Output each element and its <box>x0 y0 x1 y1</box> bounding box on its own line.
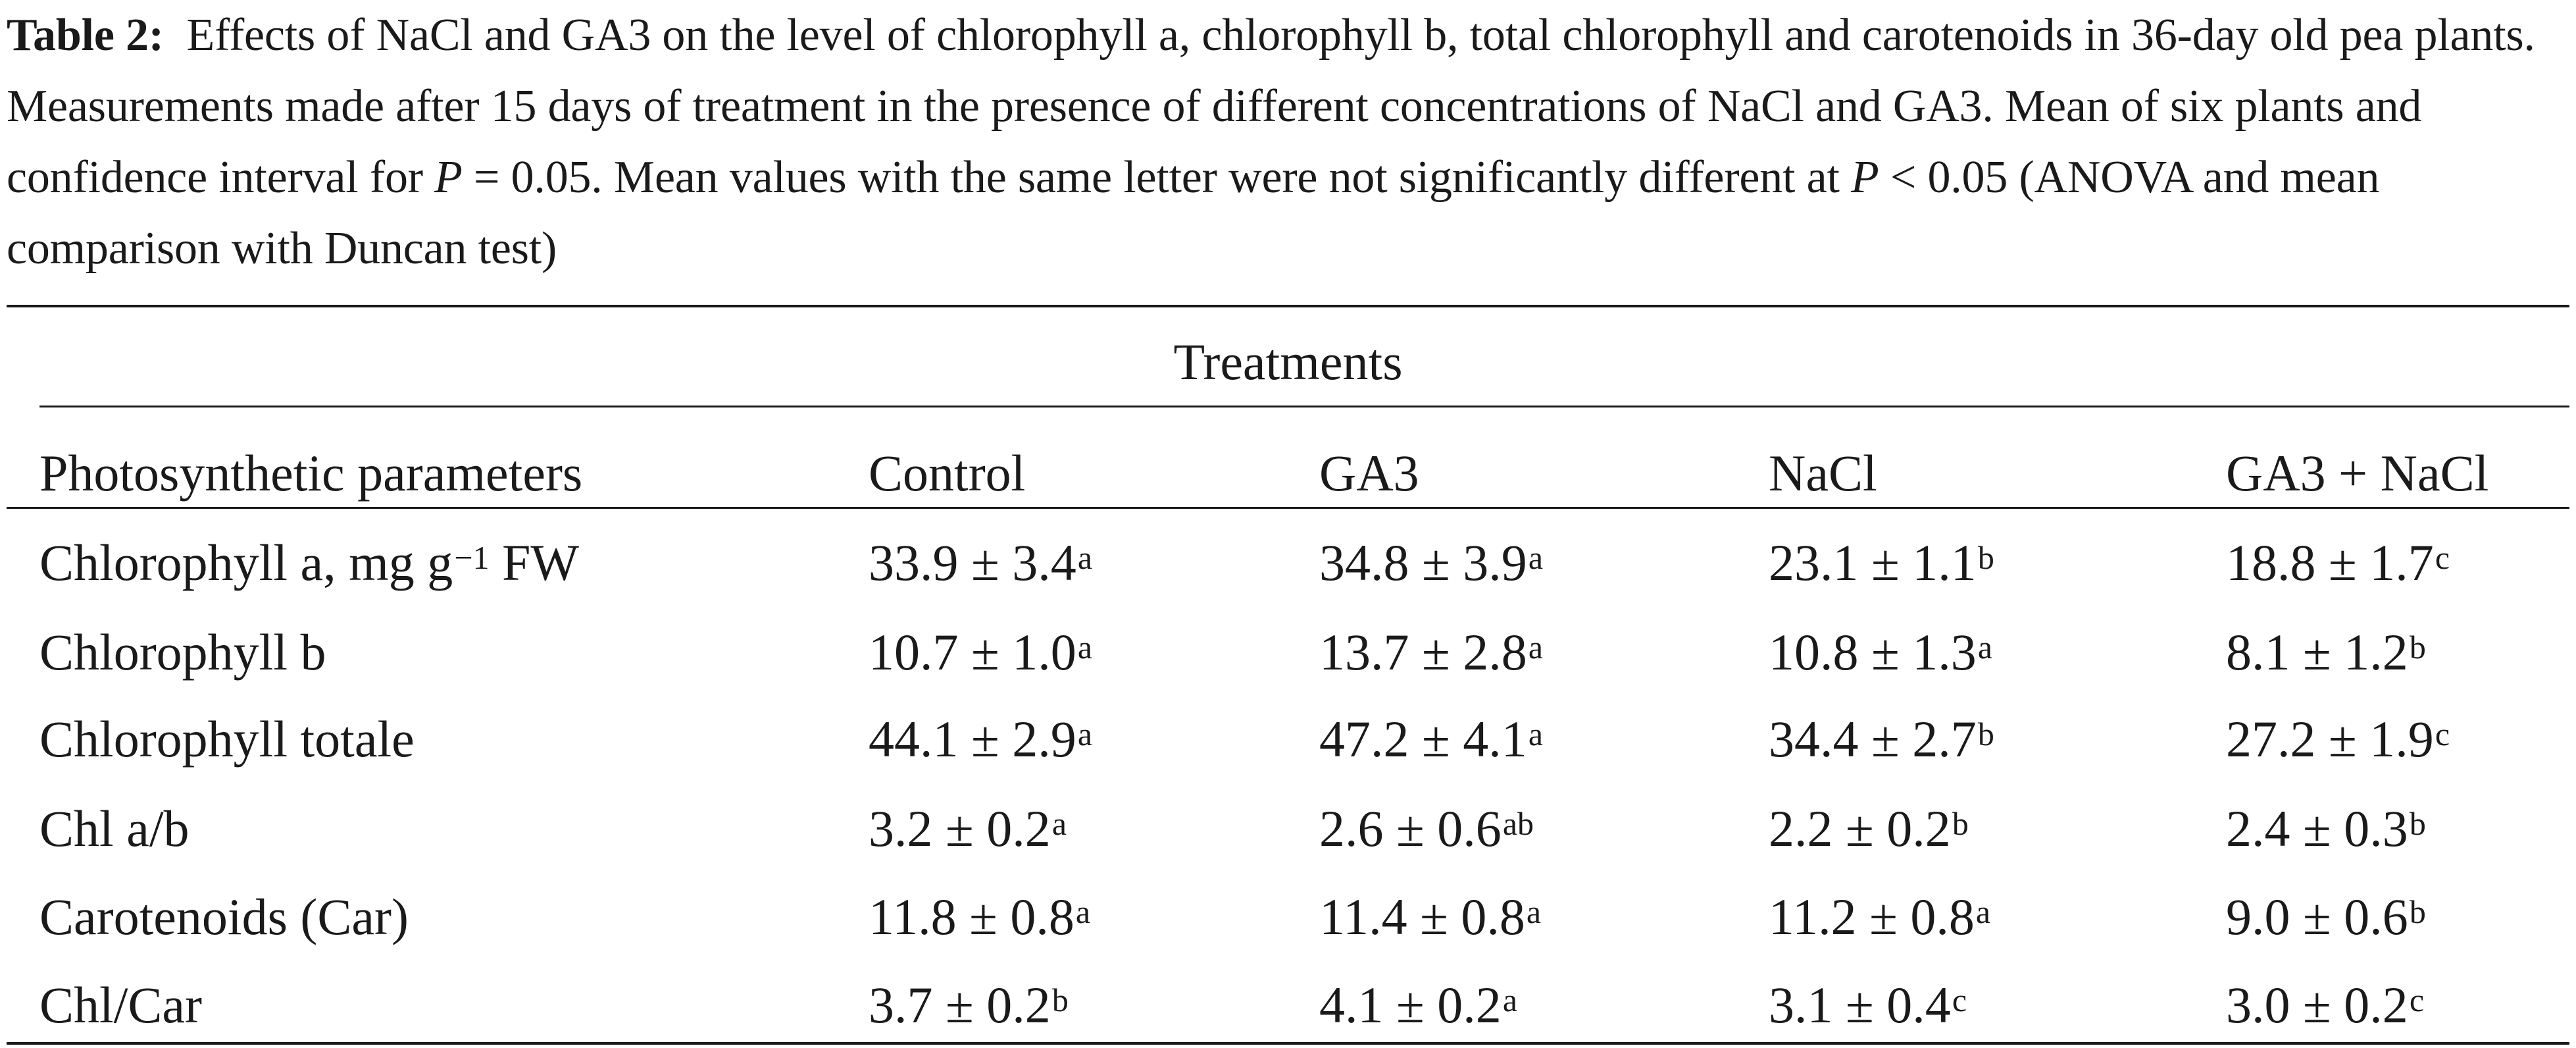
cell-value: 9.0 ± 0.6 <box>2226 888 2408 945</box>
table-cell <box>1769 534 1994 591</box>
table-cell <box>2226 976 2425 1034</box>
table-cell <box>869 976 1069 1034</box>
table-cell <box>2226 534 2450 591</box>
cell-value: 3.2 ± 0.2 <box>869 800 1051 857</box>
caption-p-symbol-2: P <box>1851 152 1879 203</box>
header-rule <box>7 507 2569 509</box>
significance-letter: c <box>1952 981 1967 1018</box>
table-cell <box>2226 800 2426 857</box>
column-header: Photosynthetic parameters <box>39 444 583 502</box>
cell-value: 2.2 ± 0.2 <box>1769 800 1951 857</box>
cell-value: 8.1 ± 1.2 <box>2226 623 2408 681</box>
caption-text-3: < 0.05 (ANOVA and mean comparison with Duncan test) <box>7 152 2380 274</box>
parameter-name: Chlorophyll totale <box>39 710 415 768</box>
cell-value: 44.1 ± 2.9 <box>869 710 1076 768</box>
column-header: Control <box>869 444 1026 502</box>
significance-letter: a <box>1075 893 1091 930</box>
cell-value: 3.0 ± 0.2 <box>2226 976 2408 1034</box>
column-header: GA3 <box>1319 444 1419 502</box>
table-cell <box>1319 888 1542 945</box>
parameter-unit-tail: FW <box>489 534 580 591</box>
table-cell <box>2226 710 2450 768</box>
significance-letter: a <box>1528 538 1544 576</box>
table-cell <box>869 623 1093 681</box>
treatments-group-header: Treatments <box>1173 333 1403 390</box>
table-cell <box>1319 710 1544 768</box>
row-parameter-label <box>39 623 326 681</box>
significance-letter: b <box>1051 981 1069 1018</box>
table-cell <box>2226 888 2426 945</box>
row-parameter-label <box>39 710 415 768</box>
table-top-rule <box>7 305 2569 307</box>
table-cell <box>1769 710 1994 768</box>
significance-letter: a <box>1526 893 1542 930</box>
table-cell <box>1319 976 1518 1034</box>
significance-letter: b <box>2409 893 2426 930</box>
table-cell <box>1769 623 1993 681</box>
caption-text-2: = 0.05. Mean values with the same letter were not significantly different at <box>462 152 1851 203</box>
significance-letter: a <box>1528 628 1544 666</box>
significance-letter: c <box>2435 538 2450 576</box>
table-cell <box>1319 623 1544 681</box>
column-header: NaCl <box>1769 444 1877 502</box>
caption-p-symbol-1: P <box>434 152 463 203</box>
table-cell <box>869 888 1091 945</box>
caption-text-1: Effects of NaCl and GA3 on the level of chlorophyll a, chlorophyll b, total chlorophyll and carotenoids in 36-day old pea plants. Measurements made after 15 days of treatment in the presence of different concentrations of NaCl and GA3. Mean of six plants and confidence interval for <box>7 10 2535 203</box>
cell-value: 27.2 ± 1.9 <box>2226 710 2434 768</box>
cell-value: 11.4 ± 0.8 <box>1319 888 1525 945</box>
table-cell <box>1769 800 1969 857</box>
table-bottom-rule <box>7 1042 2569 1045</box>
cell-value: 13.7 ± 2.8 <box>1319 623 1527 681</box>
table-cell <box>869 710 1093 768</box>
cell-value: 34.4 ± 2.7 <box>1769 710 1977 768</box>
cell-value: 2.4 ± 0.3 <box>2226 800 2408 857</box>
parameter-name: Chl/Car <box>39 976 202 1034</box>
row-parameter-label <box>39 534 580 591</box>
column-header: GA3 + NaCl <box>2226 444 2489 502</box>
cell-value: 10.8 ± 1.3 <box>1769 623 1977 681</box>
row-parameter-label <box>39 888 409 945</box>
cell-value: 3.7 ± 0.2 <box>869 976 1051 1034</box>
significance-letter: b <box>1952 804 1969 842</box>
cell-value: 11.8 ± 0.8 <box>869 888 1074 945</box>
significance-letter: c <box>2409 981 2425 1018</box>
significance-letter: a <box>1077 538 1093 576</box>
table-caption <box>7 0 2569 284</box>
parameter-name: Chl a/b <box>39 800 189 857</box>
cell-value: 47.2 ± 4.1 <box>1319 710 1527 768</box>
table-cell <box>1769 976 1967 1034</box>
cell-value: 10.7 ± 1.0 <box>869 623 1076 681</box>
table-cell <box>2226 623 2426 681</box>
cell-value: 23.1 ± 1.1 <box>1769 534 1977 591</box>
significance-letter: b <box>1977 715 1994 752</box>
significance-letter: a <box>1077 715 1093 752</box>
significance-letter: ab <box>1502 804 1534 842</box>
significance-letter: b <box>1977 538 1994 576</box>
table-cell <box>1319 534 1544 591</box>
cell-value: 4.1 ± 0.2 <box>1319 976 1502 1034</box>
parameter-unit-exponent: −1 <box>454 538 490 576</box>
significance-letter: b <box>2409 628 2426 666</box>
significance-letter: a <box>1977 628 1993 666</box>
significance-letter: a <box>1528 715 1544 752</box>
table-cell <box>869 534 1093 591</box>
row-parameter-label <box>39 800 189 857</box>
row-parameter-label <box>39 976 202 1034</box>
cell-value: 3.1 ± 0.4 <box>1769 976 1951 1034</box>
significance-letter: b <box>2409 804 2426 842</box>
table-cell <box>1769 888 1991 945</box>
significance-letter: a <box>1502 981 1518 1018</box>
parameter-name: Chlorophyll a, mg g <box>39 534 453 591</box>
parameter-name: Carotenoids (Car) <box>39 888 409 945</box>
parameter-name: Chlorophyll b <box>39 623 326 681</box>
cell-value: 18.8 ± 1.7 <box>2226 534 2434 591</box>
significance-letter: a <box>1051 804 1067 842</box>
significance-letter: a <box>1077 628 1093 666</box>
table-cell <box>1319 800 1534 857</box>
table-cell <box>869 800 1067 857</box>
cell-value: 2.6 ± 0.6 <box>1319 800 1502 857</box>
caption-label: Table 2: <box>7 10 164 61</box>
treatments-rule <box>39 406 2569 407</box>
cell-value: 34.8 ± 3.9 <box>1319 534 1527 591</box>
cell-value: 11.2 ± 0.8 <box>1769 888 1975 945</box>
significance-letter: c <box>2435 715 2450 752</box>
cell-value: 33.9 ± 3.4 <box>869 534 1076 591</box>
significance-letter: a <box>1975 893 1991 930</box>
